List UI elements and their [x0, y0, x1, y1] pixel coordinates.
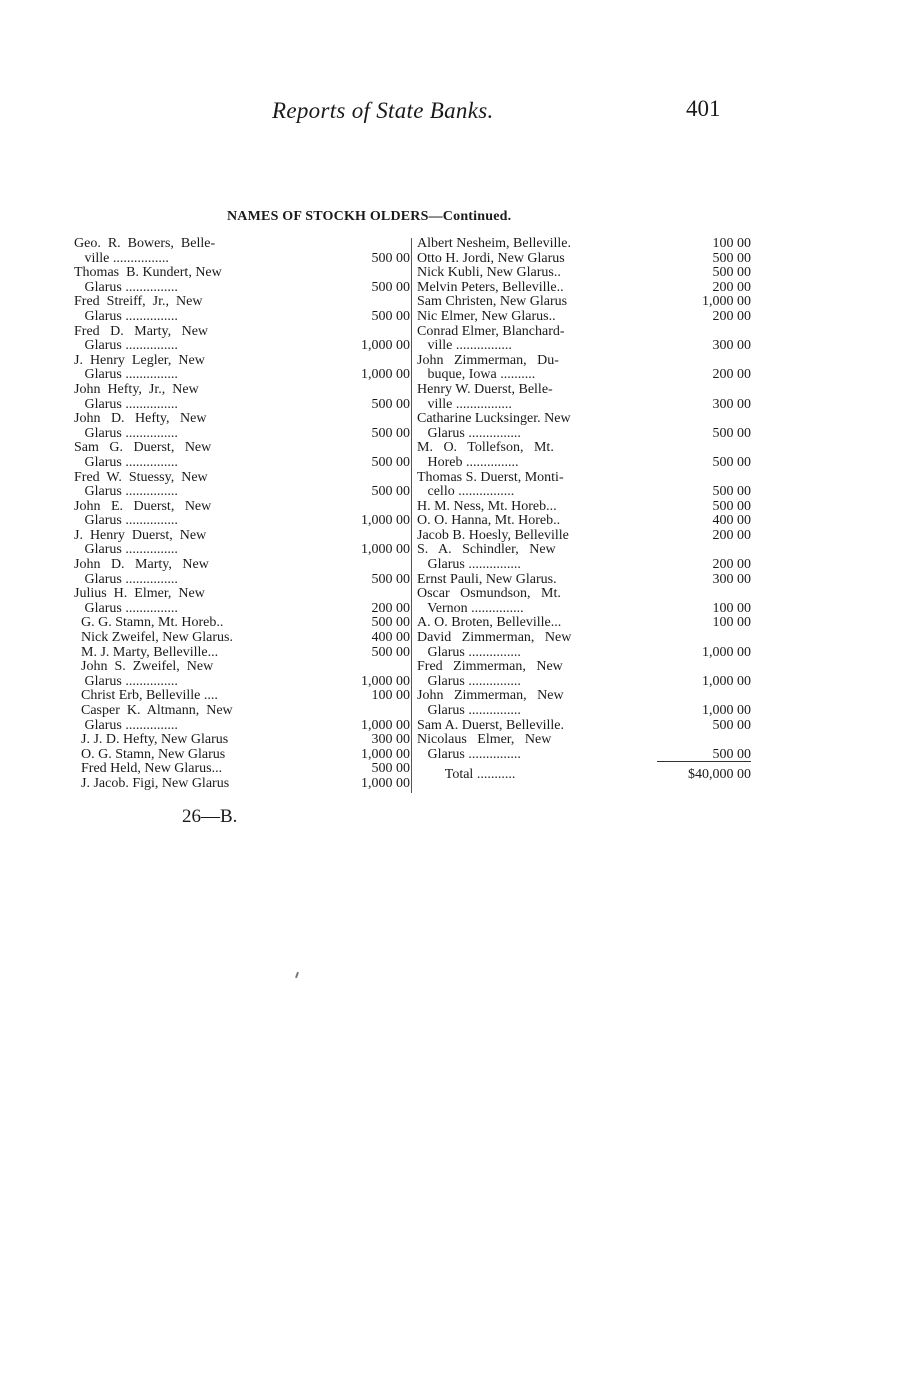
- share-amount: 200 00: [712, 308, 751, 324]
- share-amount: 500 00: [712, 498, 751, 514]
- stockholder-name: Otto H. Jordi, New Glarus: [417, 251, 565, 266]
- share-amount: 200 00: [712, 279, 751, 295]
- stockholder-line: [417, 587, 751, 602]
- stockholder-line: [417, 689, 751, 704]
- stockholder-line: [417, 646, 751, 661]
- stockholder-line: [74, 719, 410, 734]
- stockholder-line: [417, 529, 751, 544]
- stockholder-name: John D. Marty, New: [74, 558, 209, 573]
- stockholder-name: Albert Nesheim, Belleville.: [417, 237, 571, 251]
- stockholder-line: [74, 412, 410, 427]
- stockholder-name: Glarus ...............: [74, 339, 178, 354]
- stockholder-name: Conrad Elmer, Blanchard-: [417, 324, 565, 339]
- share-amount: 1,000 00: [361, 367, 410, 383]
- stockholder-line: [74, 471, 410, 486]
- share-amount: 200 00: [712, 527, 751, 543]
- stockholder-line: [74, 427, 410, 442]
- share-amount: 500 00: [712, 265, 751, 281]
- stockholder-line: [74, 704, 410, 719]
- running-title: Reports of State Banks.: [272, 98, 494, 123]
- stockholder-name: Vernon ...............: [417, 601, 524, 616]
- stockholder-name: Glarus ...............: [74, 674, 178, 689]
- share-amount: 500 00: [712, 484, 751, 500]
- stockholder-line: [417, 675, 751, 690]
- share-amount: 500 00: [371, 484, 410, 500]
- stockholder-name: Glarus ...............: [417, 558, 521, 573]
- share-amount: 500 00: [371, 571, 410, 587]
- stockholder-name: S. A. Schindler, New: [417, 543, 556, 558]
- share-amount: 500 00: [371, 761, 410, 777]
- stockholder-line: [74, 485, 410, 500]
- stockholder-line: [74, 266, 410, 281]
- stockholder-line: [417, 500, 751, 515]
- stockholder-line: [74, 500, 410, 515]
- stockholder-line: [74, 281, 410, 296]
- stockholder-line: [74, 514, 410, 529]
- share-amount: 500 00: [712, 425, 751, 441]
- share-amount: 300 00: [712, 396, 751, 412]
- stockholder-line: [74, 237, 410, 252]
- stockholder-name: John E. Duerst, New: [74, 499, 212, 514]
- stockholder-name: Oscar Osmundson, Mt.: [417, 587, 561, 602]
- share-amount: 300 00: [371, 732, 410, 748]
- share-amount: 500 00: [712, 454, 751, 470]
- stockholder-name: David Zimmerman, New: [417, 631, 572, 646]
- share-amount: 100 00: [712, 236, 751, 251]
- share-amount: 200 00: [712, 557, 751, 573]
- share-amount: 400 00: [712, 513, 751, 529]
- share-amount: 200 00: [712, 367, 751, 383]
- stockholder-line: [417, 252, 751, 267]
- stockholder-line: [74, 733, 410, 748]
- stockholder-line: [417, 412, 751, 427]
- stockholder-line: [417, 383, 751, 398]
- stockholder-name: Melvin Peters, Belleville..: [417, 280, 564, 295]
- share-amount: 500 00: [712, 717, 751, 733]
- stockholder-name: Glarus ...............: [74, 309, 178, 324]
- stockholder-line: [417, 616, 751, 631]
- share-amount: 500 00: [371, 615, 410, 631]
- stockholder-line: [417, 573, 751, 588]
- stockholder-line: [74, 587, 410, 602]
- stockholder-line: [74, 383, 410, 398]
- stockholder-name: Glarus ...............: [74, 514, 178, 529]
- stockholder-name: G. G. Stamn, Mt. Horeb..: [74, 616, 224, 631]
- stockholder-name: Fred Held, New Glarus...: [74, 762, 223, 777]
- stockholder-line: [417, 339, 751, 354]
- stockholder-line: [74, 529, 410, 544]
- share-amount: 1,000 00: [361, 513, 410, 529]
- stockholder-line: [417, 543, 751, 558]
- stockholder-line: [74, 441, 410, 456]
- share-amount: 300 00: [712, 571, 751, 587]
- stockholder-name: Casper K. Altmann, New: [74, 704, 233, 718]
- stockholder-name: Fred W. Stuessy, New: [74, 470, 208, 485]
- stockholder-name: Glarus ...............: [417, 645, 521, 660]
- stockholder-line: [74, 339, 410, 354]
- share-amount: 500 00: [371, 644, 410, 660]
- stockholder-name: Sam G. Duerst, New: [74, 441, 212, 456]
- stockholder-line: [74, 354, 410, 369]
- stockholder-name: M. O. Tollefson, Mt.: [417, 441, 554, 456]
- stockholder-name: John Zimmerman, New: [417, 689, 564, 704]
- stockholder-line: [74, 631, 410, 646]
- left-stockholder-column: [74, 237, 410, 792]
- stockholder-name: Glarus ...............: [74, 426, 178, 441]
- stockholder-name: O. G. Stamn, New Glarus: [74, 747, 226, 762]
- share-amount: 500 00: [712, 250, 751, 266]
- signature-mark: 26—B.: [182, 806, 238, 827]
- share-amount: 300 00: [712, 338, 751, 354]
- stockholder-name: Fred Zimmerman, New: [417, 660, 563, 675]
- stockholder-line: [74, 646, 410, 661]
- section-title: NAMES OF STOCKH OLDERS—Continued.: [227, 209, 512, 224]
- stockholder-line: [74, 252, 410, 267]
- stockholder-name: John D. Hefty, New: [74, 412, 207, 427]
- stockholder-name: Thomas S. Duerst, Monti-: [417, 470, 564, 485]
- stockholder-name: A. O. Broten, Belleville...: [417, 616, 562, 631]
- stockholder-line: [417, 733, 751, 748]
- stockholder-line: [74, 689, 410, 704]
- share-amount: 1,000 00: [361, 717, 410, 733]
- share-amount: 500 00: [371, 454, 410, 470]
- share-amount: 1,000 00: [361, 338, 410, 354]
- page-number: 401: [686, 96, 721, 121]
- stockholder-name: Glarus ...............: [74, 485, 178, 500]
- stockholder-line: [74, 777, 410, 792]
- stockholder-name: Horeb ...............: [417, 455, 519, 470]
- stockholder-name: M. J. Marty, Belleville...: [74, 645, 219, 660]
- stockholder-line: [74, 456, 410, 471]
- stockholder-line: [417, 237, 751, 252]
- share-amount: 100 00: [712, 615, 751, 631]
- stockholder-line: [74, 675, 410, 690]
- stockholder-name: ville ................: [74, 251, 169, 266]
- share-amount: 200 00: [371, 600, 410, 616]
- stockholder-name: Glarus ...............: [417, 426, 521, 441]
- stockholder-line: [417, 310, 751, 325]
- stockholder-line: [74, 398, 410, 413]
- stockholder-name: Glarus ...............: [417, 674, 521, 689]
- stockholder-name: Glarus ...............: [74, 543, 178, 558]
- stockholder-line: [74, 660, 410, 675]
- stockholder-name: Glarus ...............: [74, 368, 178, 383]
- stockholder-line: [417, 325, 751, 340]
- stockholder-name: John S. Zweifel, New: [74, 660, 214, 675]
- share-amount: 1,000 00: [361, 542, 410, 558]
- stockholder-name: Fred D. Marty, New: [74, 324, 209, 339]
- stockholder-line: [417, 368, 751, 383]
- stockholder-line: [417, 602, 751, 617]
- stockholder-name: Glarus ...............: [417, 747, 521, 762]
- stockholder-line: [74, 573, 410, 588]
- share-amount: 500 00: [371, 425, 410, 441]
- stockholder-name: Glarus ...............: [74, 572, 178, 587]
- stockholder-name: Julius H. Elmer, New: [74, 587, 205, 602]
- stockholder-name: ville ................: [417, 397, 512, 412]
- stockholder-name: J. Jacob. Figi, New Glarus: [74, 776, 230, 791]
- stockholder-line: [74, 543, 410, 558]
- stockholder-name: O. O. Hanna, Mt. Horeb..: [417, 514, 561, 529]
- share-amount: 500 00: [371, 308, 410, 324]
- stockholder-name: Catharine Lucksinger. New: [417, 412, 571, 427]
- share-amount: 100 00: [712, 600, 751, 616]
- stockholder-line: [417, 295, 751, 310]
- stockholder-name: J. J. D. Hefty, New Glarus: [74, 733, 229, 748]
- stockholder-line: [417, 748, 751, 763]
- column-divider: [411, 238, 412, 793]
- stockholder-name: J. Henry Duerst, New: [74, 528, 207, 543]
- share-amount: 1,000 00: [702, 703, 751, 718]
- total-rule-line: [657, 761, 751, 762]
- stockholder-line: [417, 281, 751, 296]
- stockholder-name: Thomas B. Kundert, New: [74, 266, 222, 281]
- stockholder-line: [417, 266, 751, 281]
- stockholder-line: [417, 704, 751, 719]
- stockholder-line: [417, 354, 751, 369]
- share-amount: 1,000 00: [702, 294, 751, 310]
- share-amount: 500 00: [371, 279, 410, 295]
- stockholder-line: [74, 368, 410, 383]
- stockholder-line: [417, 456, 751, 471]
- stockholder-name: Sam Christen, New Glarus: [417, 295, 568, 310]
- share-amount: 100 00: [371, 688, 410, 704]
- stockholder-line: [417, 719, 751, 734]
- stockholder-name: Glarus ...............: [417, 704, 521, 718]
- share-amount: 1,000 00: [702, 673, 751, 689]
- stockholder-name: Jacob B. Hoesly, Belleville: [417, 528, 569, 543]
- share-amount: 1,000 00: [361, 746, 410, 762]
- share-amount: 1,000 00: [361, 673, 410, 689]
- stockholder-line: [74, 616, 410, 631]
- stockholder-name: Henry W. Duerst, Belle-: [417, 382, 553, 397]
- stockholder-name: Fred Streiff, Jr., New: [74, 295, 203, 310]
- stockholder-name: Nick Zweifel, New Glarus.: [74, 631, 234, 646]
- stockholder-name: Glarus ...............: [74, 718, 178, 733]
- stockholder-name: John Hefty, Jr., New: [74, 382, 199, 397]
- stockholder-line: [74, 762, 410, 777]
- stockholder-line: [74, 558, 410, 573]
- stockholder-line: [74, 602, 410, 617]
- share-amount: 500 00: [371, 250, 410, 266]
- stockholder-name: John Zimmerman, Du-: [417, 353, 559, 368]
- stockholder-name: Nick Kubli, New Glarus..: [417, 266, 561, 281]
- stockholder-name: Glarus ...............: [74, 397, 178, 412]
- stockholder-line: [417, 398, 751, 413]
- stockholder-line: [417, 514, 751, 529]
- share-amount: 1,000 00: [361, 775, 410, 791]
- stockholder-line: [74, 325, 410, 340]
- stockholder-line: [417, 485, 751, 500]
- stockholder-name: Nic Elmer, New Glarus..: [417, 309, 556, 324]
- stockholder-name: Geo. R. Bowers, Belle-: [74, 237, 216, 251]
- stockholder-name: H. M. Ness, Mt. Horeb...: [417, 499, 557, 514]
- stockholder-name: ville ................: [417, 339, 512, 354]
- running-head: [0, 96, 899, 136]
- share-amount: 500 00: [712, 746, 751, 762]
- total-amount: $40,000 00: [688, 767, 751, 783]
- stockholder-name: Sam A. Duerst, Belleville.: [417, 718, 564, 733]
- stockholder-line: [417, 558, 751, 573]
- total-label: Total ...........: [417, 768, 516, 783]
- stockholder-name: buque, Iowa ..........: [417, 368, 536, 383]
- stockholder-name: cello ................: [417, 485, 515, 500]
- stockholder-line: [74, 295, 410, 310]
- total-line: [417, 768, 751, 783]
- stockholder-line: [417, 660, 751, 675]
- stockholder-line: [417, 427, 751, 442]
- stockholder-name: Christ Erb, Belleville ....: [74, 689, 218, 704]
- stockholder-line: [74, 748, 410, 763]
- stockholder-line: [417, 441, 751, 456]
- print-speck: [295, 972, 299, 978]
- stockholder-line: [74, 310, 410, 325]
- stockholder-name: Glarus ...............: [74, 455, 178, 470]
- stockholder-line: [417, 471, 751, 486]
- share-amount: 400 00: [371, 630, 410, 646]
- stockholder-name: Ernst Pauli, New Glarus.: [417, 572, 557, 587]
- share-amount: 1,000 00: [702, 644, 751, 660]
- stockholder-line: [417, 631, 751, 646]
- stockholder-name: J. Henry Legler, New: [74, 353, 205, 368]
- stockholder-name: Glarus ...............: [74, 280, 178, 295]
- right-stockholder-column: [417, 237, 751, 783]
- stockholder-name: Nicolaus Elmer, New: [417, 733, 552, 748]
- share-amount: 500 00: [371, 396, 410, 412]
- stockholder-name: Glarus ...............: [74, 601, 178, 616]
